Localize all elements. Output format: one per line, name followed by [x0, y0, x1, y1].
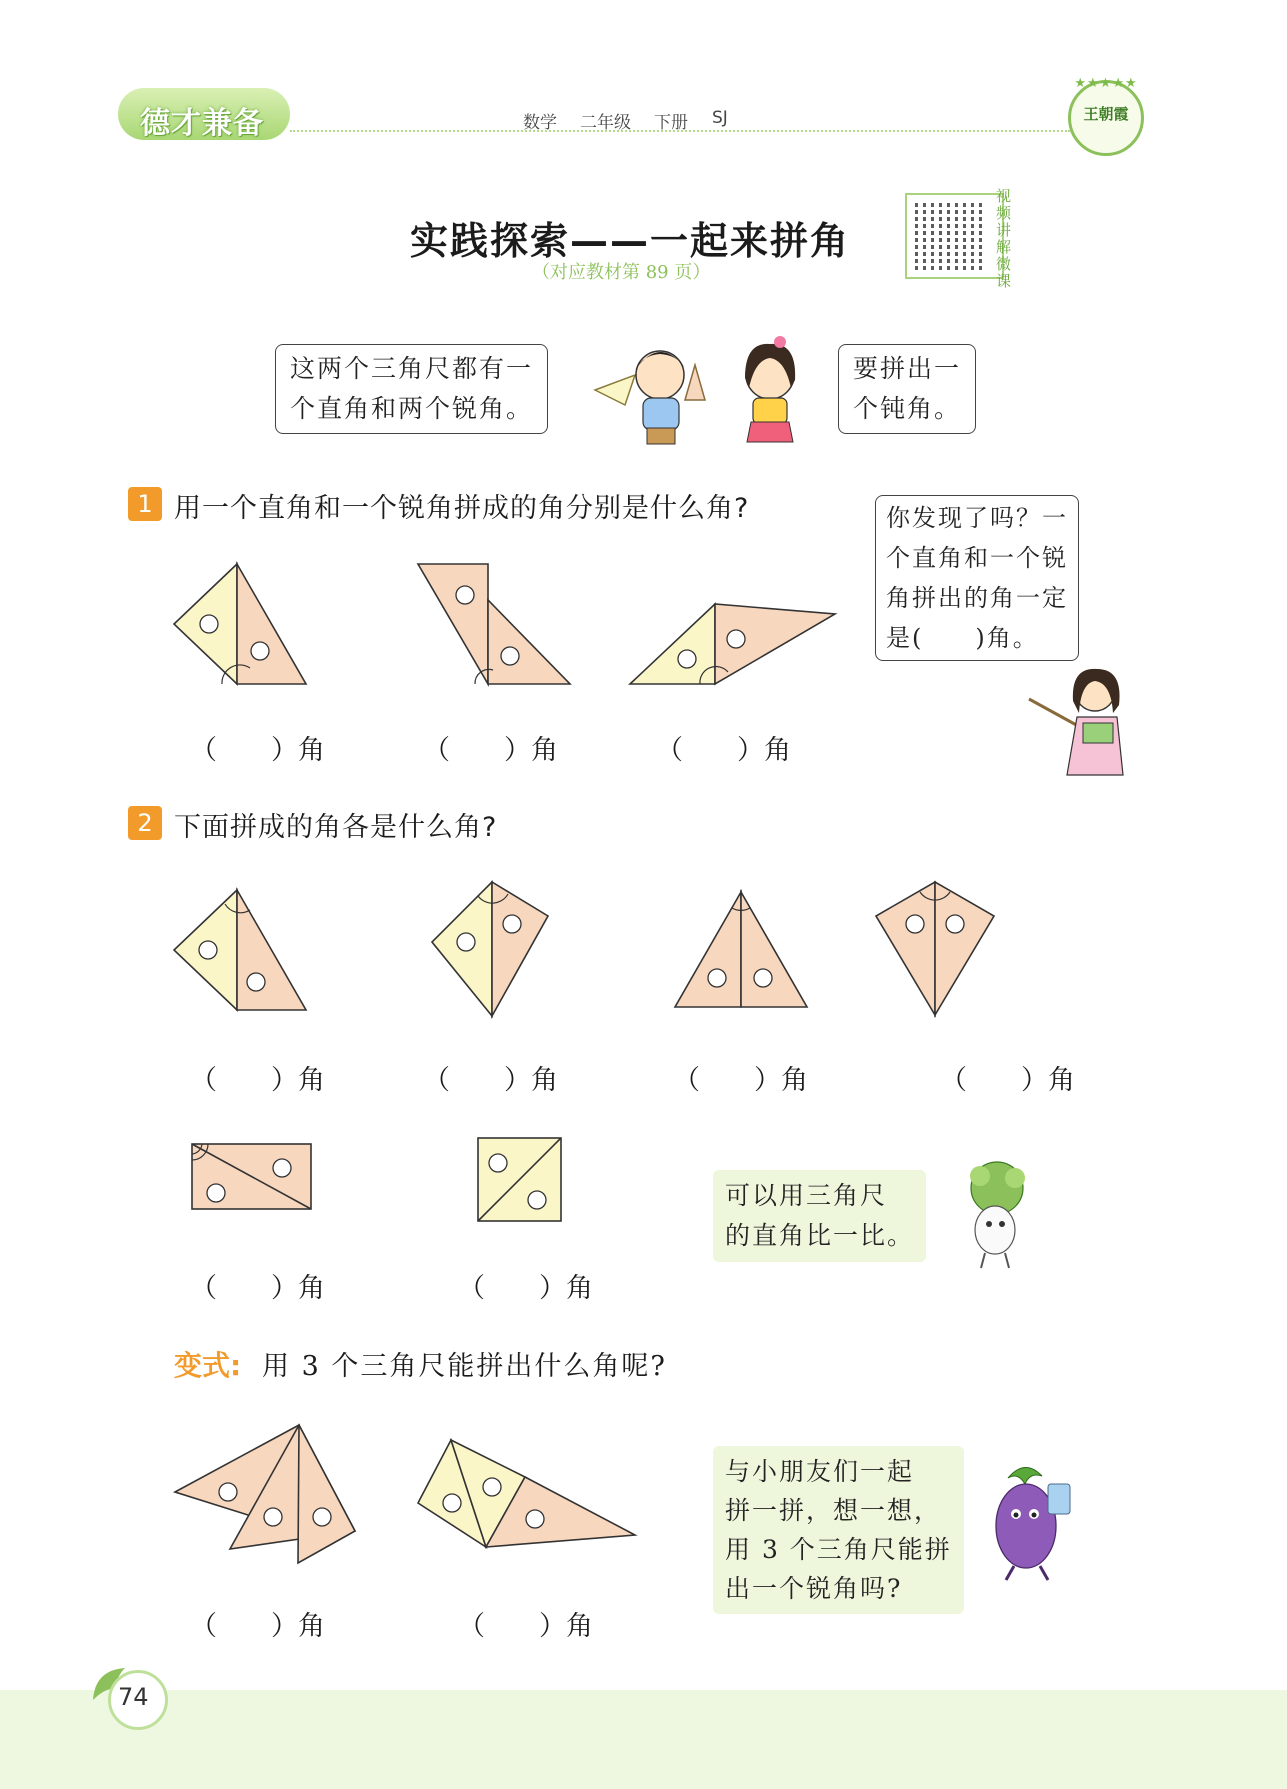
q2-answer-blank-6[interactable]: （ ）角	[458, 1273, 593, 1304]
variant-hint-bubble	[713, 1446, 964, 1614]
hint-line: 用 3 个三角尺能拼	[725, 1535, 952, 1564]
bubble-line: 要拼出一	[853, 354, 962, 383]
page-number: 74	[118, 1683, 149, 1711]
bubble-line: 这两个三角尺都有一	[290, 354, 534, 383]
hint-line: 与小朋友们一起	[725, 1457, 915, 1486]
hint-line: 你发现了吗？一	[886, 504, 1068, 532]
q2-answer-blank-5[interactable]: （ ）角	[190, 1273, 325, 1304]
q2-figure-6	[478, 1138, 561, 1221]
boy-icon	[595, 351, 705, 444]
hint-line: 是( )角。	[886, 624, 1039, 652]
question-1-text: 用一个直角和一个锐角拼成的角分别是什么角?	[174, 493, 750, 524]
q1-figure-3	[630, 604, 835, 684]
question-2-text: 下面拼成的角各是什么角?	[174, 812, 498, 843]
q2-figures-row2	[180, 1130, 580, 1230]
badge-stars-icon: ★★★★★	[1074, 76, 1138, 91]
cabbage-character-icon	[945, 1158, 1045, 1273]
q1-figure-1	[174, 564, 306, 684]
q1-hint-bubble	[875, 495, 1079, 661]
variant-figure-2	[418, 1440, 635, 1547]
q1-answer-blank-3[interactable]: （ ）角	[656, 735, 791, 766]
page-title: 实践探索——一起来拼角	[410, 219, 851, 263]
variant-answer-blank-2[interactable]: （ ）角	[458, 1611, 593, 1642]
q2-figure-2	[432, 882, 548, 1016]
q2-figure-1	[174, 890, 306, 1010]
q1-figures	[160, 550, 860, 700]
q1-figure-2	[418, 564, 570, 684]
footer-background	[0, 1690, 1287, 1789]
q1-answer-blank-2[interactable]: （ ）角	[423, 735, 558, 766]
q2-answer-blank-4[interactable]: （ ）角	[940, 1065, 1075, 1096]
bubble-line: 个直角和两个锐角。	[290, 394, 534, 423]
header-volume: 下册	[654, 113, 688, 133]
q2-figure-4	[876, 882, 994, 1015]
q1-answer-blank-1[interactable]: （ ）角	[190, 735, 325, 766]
page-subtitle: （对应教材第 89 页）	[532, 262, 711, 283]
speech-bubble-girl	[838, 344, 976, 434]
qr-code-icon[interactable]	[915, 200, 987, 270]
children-illustration	[585, 330, 815, 450]
hint-line: 个直角和一个锐	[886, 544, 1068, 572]
header-edition: SJ	[712, 108, 728, 128]
badge-text: 王朝霞	[1083, 105, 1129, 123]
q2-figure-3	[675, 892, 807, 1007]
header-grade: 二年级	[580, 113, 631, 133]
bubble-line: 个钝角。	[853, 394, 962, 423]
variant-text: 用 3 个三角尺能拼出什么角呢?	[262, 1351, 667, 1382]
header-subject: 数学	[523, 113, 557, 133]
hint-line: 出一个锐角吗?	[725, 1574, 903, 1603]
hint-line: 可以用三角尺	[725, 1181, 888, 1210]
hint-line: 角拼出的角一定	[886, 584, 1068, 612]
question-number-2: 2	[128, 806, 162, 840]
q2-figures-row1	[160, 870, 1090, 1030]
question-number-1: 1	[128, 487, 162, 521]
variant-figure-1	[175, 1425, 355, 1563]
q2-hint-bubble	[713, 1170, 926, 1262]
variant-answer-blank-1[interactable]: （ ）角	[190, 1611, 325, 1642]
q2-answer-blank-2[interactable]: （ ）角	[423, 1065, 558, 1096]
eggplant-character-icon	[970, 1458, 1085, 1583]
brand-logo-text: 德才兼备	[140, 106, 264, 141]
q2-figure-5	[192, 1144, 311, 1209]
q2-answer-blank-1[interactable]: （ ）角	[190, 1065, 325, 1096]
variant-label: 变式:	[174, 1349, 242, 1382]
hint-line: 拼一拼，想一想，	[725, 1496, 942, 1525]
variant-figures	[165, 1415, 645, 1575]
hint-line: 的直角比一比。	[725, 1221, 915, 1250]
teacher-icon	[1025, 665, 1135, 777]
speech-bubble-boy	[275, 344, 548, 434]
q2-answer-blank-3[interactable]: （ ）角	[673, 1065, 808, 1096]
girl-icon	[745, 336, 795, 442]
qr-label: 视频讲解微课	[996, 187, 1012, 290]
